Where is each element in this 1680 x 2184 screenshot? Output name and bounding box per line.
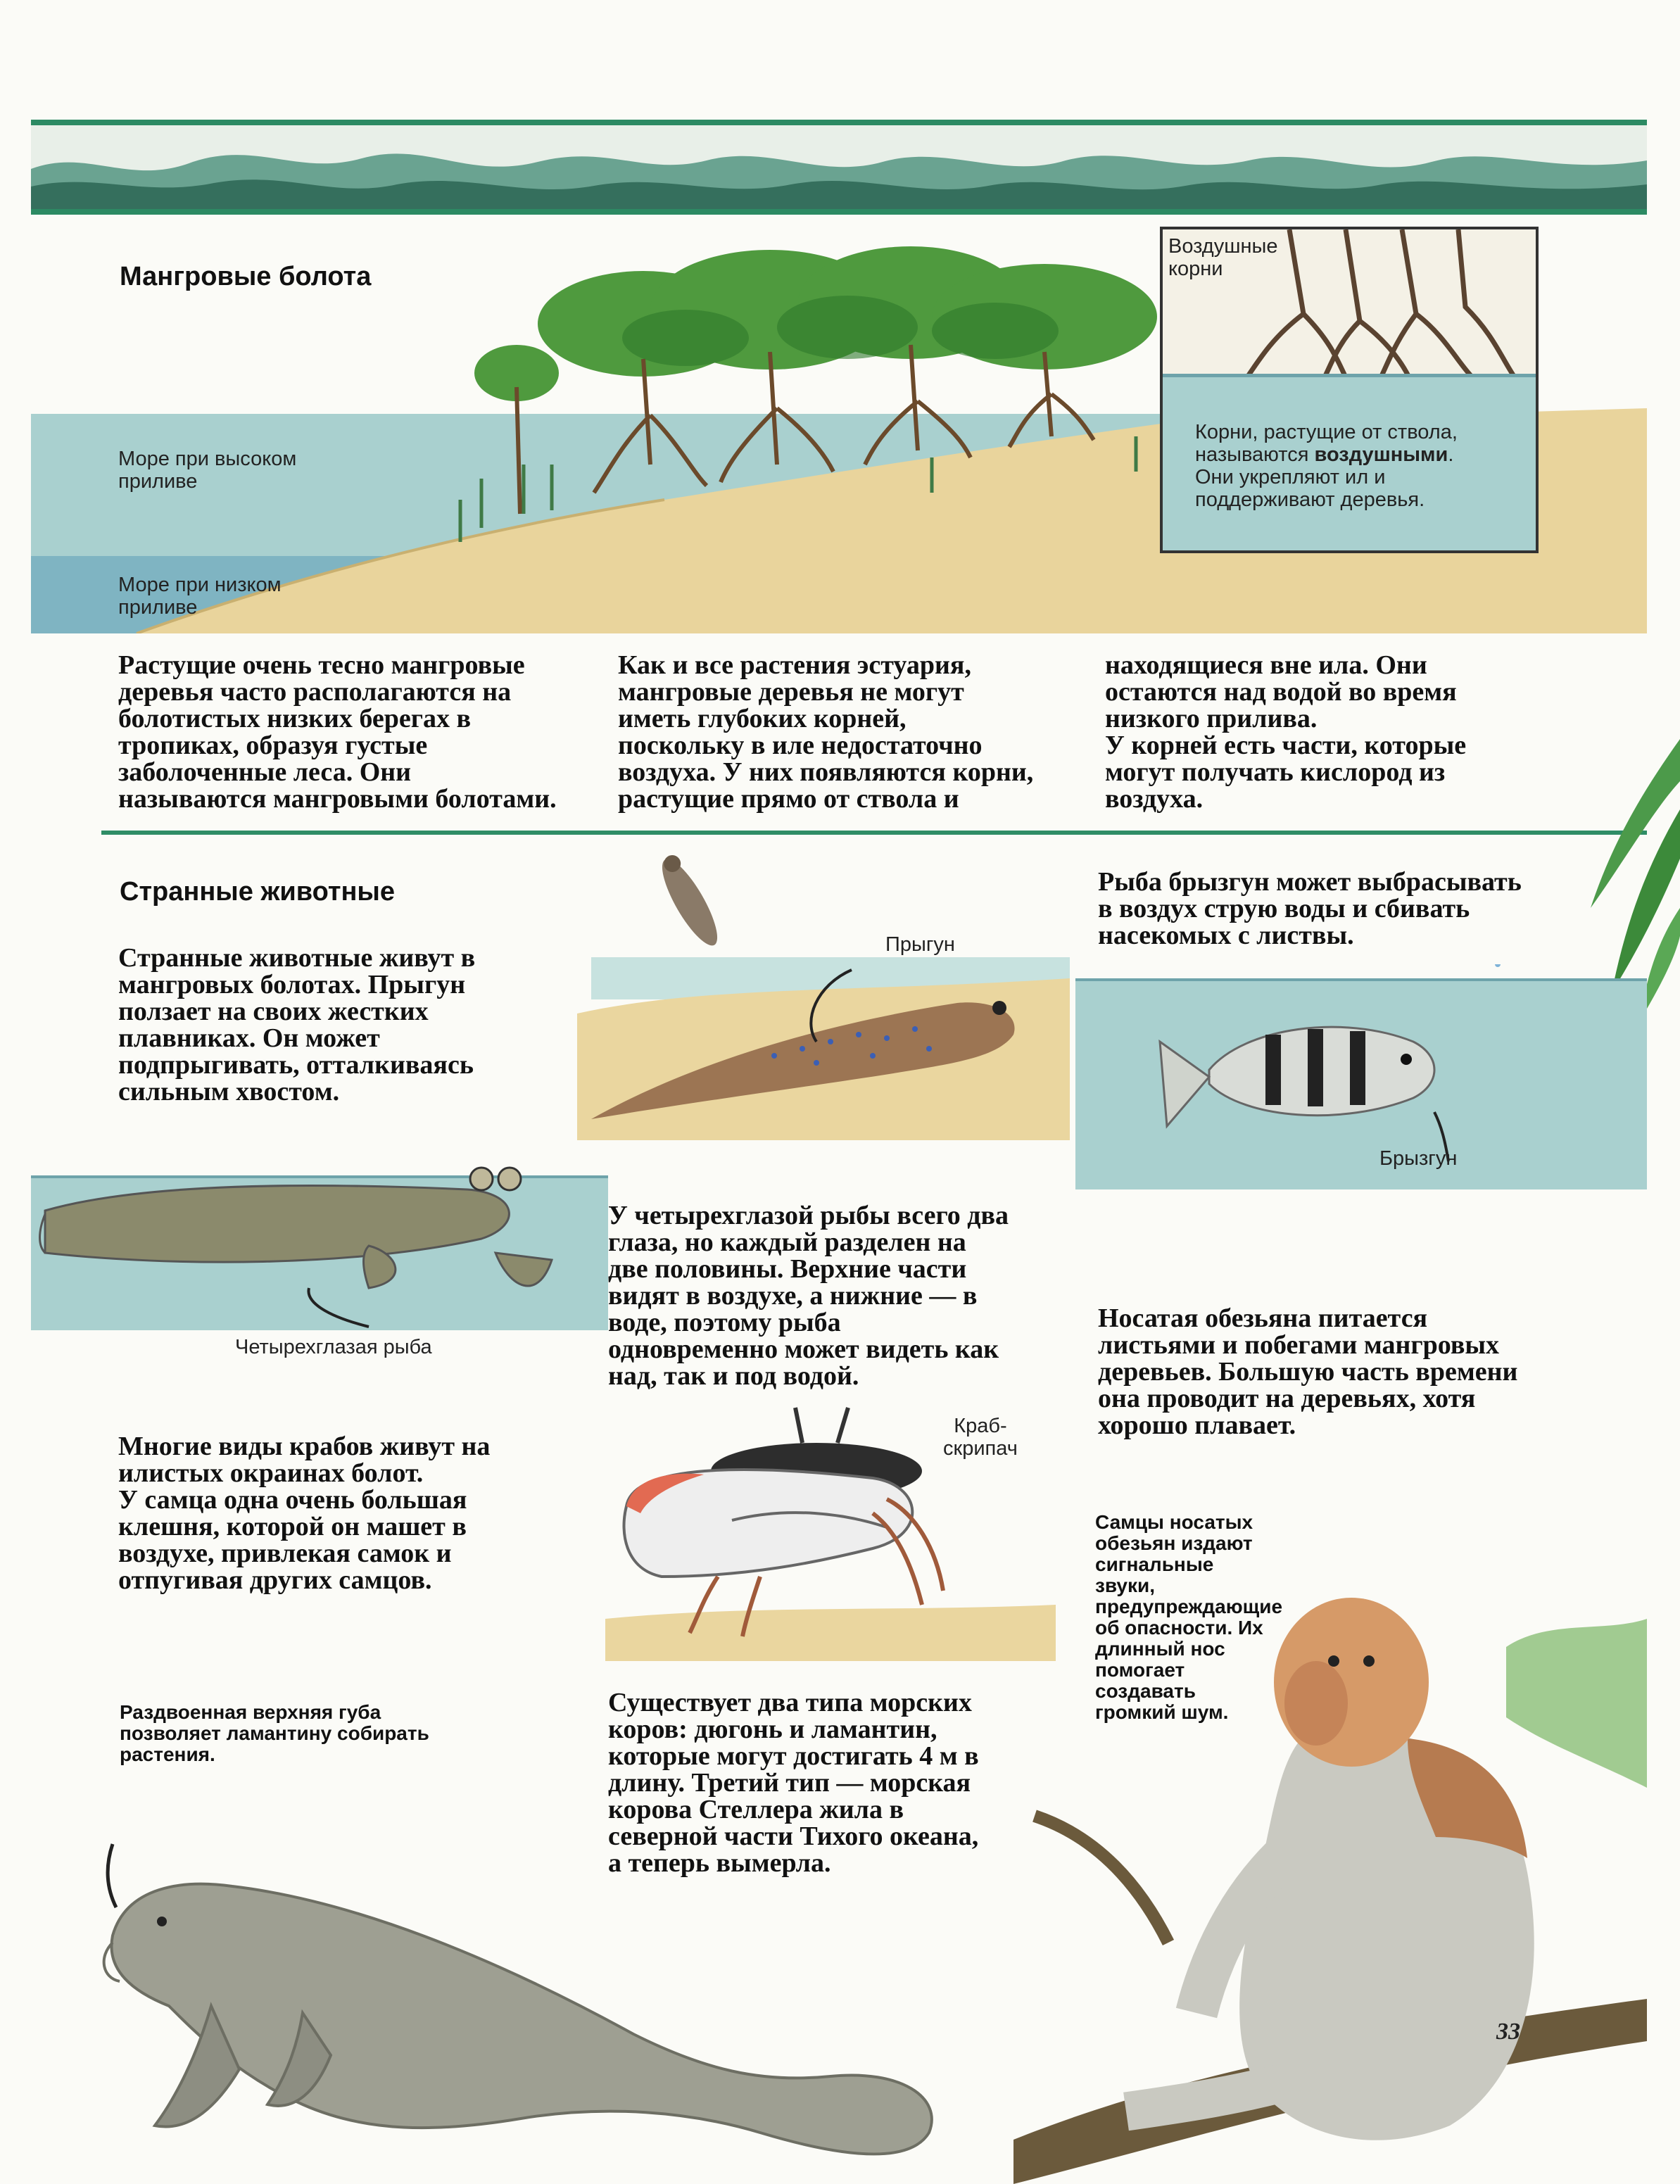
label-low-tide: Море при низком приливе <box>118 574 282 619</box>
aerial-roots-inset <box>1160 227 1539 553</box>
four-eyed-fish-text: У четырехглазой рыбы всего два глаза, но каждый разделен на две половины. Верхние части видят в воздухе, а нижние — в воде, поэтому рыба одновременно может видеть как над, так и под водой. <box>608 1201 1009 1391</box>
mangrove-text-col1: Растущие очень тесно мангровые деревья часто располагаются на болотистых низких берегах в тропиках, образуя густые заболоченные леса. Они называются мангровыми болотами. <box>118 650 557 814</box>
mangrove-text-col2: Как и все растения эстуария, мангровые деревья не могут иметь глубоких корней, поскольку в иле недостаточно воздуха. У них появляются корни, растущие прямо от ствола и <box>618 650 1034 814</box>
inset-caption: Корни, растущие от ствола, называются воздушными. Они укрепляют ил и поддерживают деревья. <box>1195 421 1458 511</box>
archer-fish-text: Рыба брызгун может выбрасывать в воздух струю воды и сбивать насекомых с листвы. <box>1098 867 1522 950</box>
fiddler-crab-text: Многие виды крабов живут на илистых окраинах болот. У самца одна очень большая клешня, которой он машет в воздухе, привлекая самок и отпугивая других самцов. <box>118 1432 491 1595</box>
four-eyed-fish-label: Четырехглазая рыба <box>235 1336 432 1358</box>
inset-label-aerial-roots: Воздушные корни <box>1168 235 1278 280</box>
mangrove-text-col3: находящиеся вне ила. Они остаются над водой во время низкого прилива. У корней есть части, которые могут получать кислород из воздуха. <box>1105 650 1467 814</box>
monkey-caption: Самцы носатых обезьян издают сигнальные звуки, предупреждающие об опасности. Их длинный нос помогает создавать громкий шум. <box>1095 1511 1283 1723</box>
section-divider <box>101 831 1647 835</box>
archer-fish-label: Брызгун <box>1379 1147 1458 1170</box>
page-number: 33 <box>1496 2019 1520 2045</box>
sea-cow-text: Существует два типа морских коров: дюгонь и ламантин, которые могут достигать 4 м в длину. Третий тип — морская корова Стеллера жила в северной части Тихого океана, а теперь вымерла. <box>608 1688 979 1878</box>
proboscis-monkey-illustration <box>1013 1506 1647 2184</box>
section-title-mangroves: Мангровые болота <box>120 262 372 291</box>
proboscis-monkey-text: Носатая обезьяна питается листьями и побегами мангровых деревьев. Большую часть времени она проводит на деревьях, хотя хорошо плавает. <box>1098 1304 1518 1440</box>
mudskipper-illustration <box>563 845 1070 1140</box>
archer-fish-illustration <box>1075 964 1647 1189</box>
mudskipper-text: Странные животные живут в мангровых болотах. Прыгун ползает на своих жестких плавниках. Он может подпрыгивать, отталкиваясь сильным хвостом. <box>118 943 476 1106</box>
manatee-caption: Раздвоенная верхняя губа позволяет ламантину собирать растения. <box>120 1701 429 1765</box>
wave-band <box>31 120 1647 215</box>
manatee-illustration <box>70 1802 950 2168</box>
four-eyed-fish-illustration <box>31 1147 608 1330</box>
label-high-tide: Море при высоком приливе <box>118 448 297 493</box>
section-title-strange-animals: Странные животные <box>120 877 396 907</box>
fiddler-crab-label: Краб- скрипач <box>943 1415 1018 1460</box>
mudskipper-label: Прыгун <box>885 933 955 956</box>
